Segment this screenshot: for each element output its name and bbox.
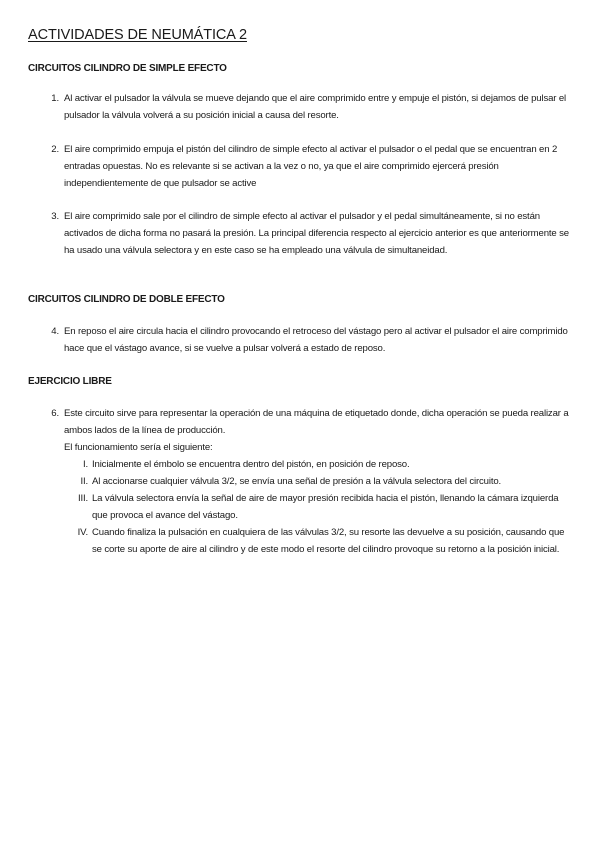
list-item [51,90,572,124]
section-heading-libre: EJERCICIO LIBRE [28,376,112,387]
step-text: La válvula selectora envía la señal de aire de mayor presión recibida hacia el pistón, llenando la cámara izquierda que provoca el avance del vástago. [92,493,559,521]
step-item [64,524,572,558]
list-item [51,405,572,558]
item-number: 3. [51,211,59,222]
item-text: El aire comprimido sale por el cilindro de simple efecto al activar el pulsador y el pedal simultáneamente, si no están activados de dicha forma no pasará la presión. La principal diferencia respecto al ejercicio anterior es que anteriormente se ha usado una válvula selectora y en este caso se ha empleado una válvula de simultaneidad. [64,211,569,256]
step-number: II. [80,476,88,487]
item-number: 1. [51,93,59,104]
item-text: Este circuito sirve para representar la operación de una máquina de etiquetado donde, dicha operación se pueda realizar a ambos lados de la línea de producción. [64,408,569,436]
item-number: 4. [51,326,59,337]
step-text: Cuando finaliza la pulsación en cualquiera de las válvulas 3/2, su resorte las devuelve a su posición, causando que se corte su aporte de aire al cilindro y de este modo el resorte del cilindro provoque su retorno a la posición inicial. [92,527,565,555]
section-heading-simple: CIRCUITOS CILINDRO DE SIMPLE EFECTO [28,63,227,74]
item-number: 2. [51,144,59,155]
item-text: Al activar el pulsador la válvula se mueve dejando que el aire comprimido entre y empuje el pistón, si dejamos de pulsar el pulsador la válvula volverá a su posición inicial a causa del resorte. [64,93,567,121]
step-number: I. [82,459,88,470]
list-item [51,208,572,259]
item-text: En reposo el aire circula hacia el cilindro provocando el retroceso del vástago pero al activar el pulsador el aire comprimido hace que el vástago avance, si se vuelve a pulsar volverá a estado de reposo. [64,326,568,354]
item-intro: El funcionamiento sería el siguiente: [64,442,213,453]
list-item [51,323,572,357]
step-number: IV. [77,527,88,538]
step-item [64,473,572,490]
step-text: Inicialmente el émbolo se encuentra dentro del pistón, en posición de reposo. [92,459,410,470]
steps-list [64,456,572,558]
step-item [64,490,572,524]
step-item [64,456,572,473]
item-text: El aire comprimido empuja el pistón del cilindro de simple efecto al activar el pulsador o el pedal que se encuentran en 2 entradas opuestas. No es relevante si se activan a la vez o no, ya que el aire comprimido ejercerá presión independientemente de que pulsador se active [64,144,558,189]
step-number: III. [77,493,88,504]
list-item [51,141,572,192]
page-title: ACTIVIDADES DE NEUMÁTICA 2 [28,27,247,43]
item-number: 6. [51,408,59,419]
section-heading-doble: CIRCUITOS CILINDRO DE DOBLE EFECTO [28,294,225,305]
step-text: Al accionarse cualquier válvula 3/2, se envía una señal de presión a la válvula selectora del circuito. [92,476,502,487]
